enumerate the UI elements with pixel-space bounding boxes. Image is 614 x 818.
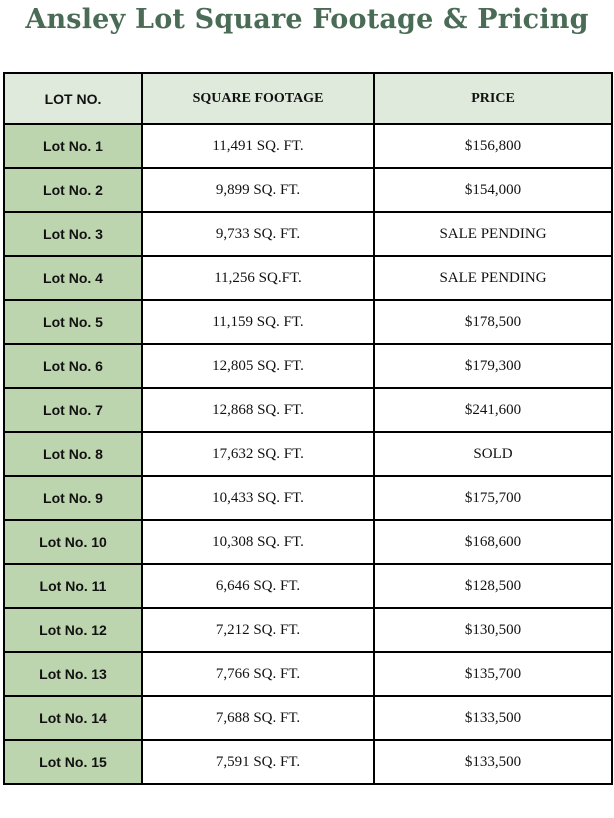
- square-footage-cell: 9,733 SQ. FT.: [142, 212, 374, 256]
- price-cell: SALE PENDING: [374, 212, 612, 256]
- lot-number-cell: Lot No. 3: [4, 212, 142, 256]
- price-cell: $178,500: [374, 300, 612, 344]
- square-footage-cell: 12,868 SQ. FT.: [142, 388, 374, 432]
- price-cell: $128,500: [374, 564, 612, 608]
- lot-number-cell: Lot No. 5: [4, 300, 142, 344]
- price-cell: $133,500: [374, 740, 612, 784]
- page-title: Ansley Lot Square Footage & Pricing: [25, 4, 589, 35]
- price-cell: $156,800: [374, 124, 612, 168]
- table-row: [4, 520, 612, 564]
- price-cell: $179,300: [374, 344, 612, 388]
- price-cell: $168,600: [374, 520, 612, 564]
- lot-number-cell: Lot No. 7: [4, 388, 142, 432]
- lot-number-cell: Lot No. 15: [4, 740, 142, 784]
- table-row: [4, 344, 612, 388]
- square-footage-cell: 7,766 SQ. FT.: [142, 652, 374, 696]
- table-row: [4, 388, 612, 432]
- lot-number-cell: Lot No. 8: [4, 432, 142, 476]
- lot-pricing-table: [3, 72, 613, 785]
- lot-number-cell: Lot No. 2: [4, 168, 142, 212]
- price-cell: $175,700: [374, 476, 612, 520]
- lot-number-cell: Lot No. 14: [4, 696, 142, 740]
- lot-number-cell: Lot No. 13: [4, 652, 142, 696]
- square-footage-cell: 12,805 SQ. FT.: [142, 344, 374, 388]
- lot-number-cell: Lot No. 9: [4, 476, 142, 520]
- lot-number-cell: Lot No. 12: [4, 608, 142, 652]
- square-footage-cell: 7,591 SQ. FT.: [142, 740, 374, 784]
- column-header-price: PRICE: [374, 73, 612, 124]
- price-cell: $135,700: [374, 652, 612, 696]
- price-cell: SALE PENDING: [374, 256, 612, 300]
- price-cell: $133,500: [374, 696, 612, 740]
- table-row: [4, 124, 612, 168]
- table-header-row: [4, 73, 612, 124]
- table-row: [4, 652, 612, 696]
- lot-number-cell: Lot No. 10: [4, 520, 142, 564]
- table-row: [4, 256, 612, 300]
- square-footage-cell: 11,491 SQ. FT.: [142, 124, 374, 168]
- column-header-square-footage: SQUARE FOOTAGE: [142, 73, 374, 124]
- square-footage-cell: 6,646 SQ. FT.: [142, 564, 374, 608]
- square-footage-cell: 11,256 SQ.FT.: [142, 256, 374, 300]
- price-cell: SOLD: [374, 432, 612, 476]
- price-cell: $130,500: [374, 608, 612, 652]
- square-footage-cell: 10,433 SQ. FT.: [142, 476, 374, 520]
- table-row: [4, 740, 612, 784]
- lot-number-cell: Lot No. 6: [4, 344, 142, 388]
- table-row: [4, 432, 612, 476]
- lot-number-cell: Lot No. 11: [4, 564, 142, 608]
- square-footage-cell: 9,899 SQ. FT.: [142, 168, 374, 212]
- square-footage-cell: 7,688 SQ. FT.: [142, 696, 374, 740]
- table-row: [4, 476, 612, 520]
- lot-number-cell: Lot No. 1: [4, 124, 142, 168]
- table-row: [4, 212, 612, 256]
- table-row: [4, 696, 612, 740]
- lot-number-cell: Lot No. 4: [4, 256, 142, 300]
- square-footage-cell: 10,308 SQ. FT.: [142, 520, 374, 564]
- table-row: [4, 564, 612, 608]
- square-footage-cell: 11,159 SQ. FT.: [142, 300, 374, 344]
- square-footage-cell: 17,632 SQ. FT.: [142, 432, 374, 476]
- table-row: [4, 168, 612, 212]
- column-header-lot: LOT NO.: [4, 73, 142, 124]
- table-row: [4, 608, 612, 652]
- table-row: [4, 300, 612, 344]
- square-footage-cell: 7,212 SQ. FT.: [142, 608, 374, 652]
- price-cell: $241,600: [374, 388, 612, 432]
- price-cell: $154,000: [374, 168, 612, 212]
